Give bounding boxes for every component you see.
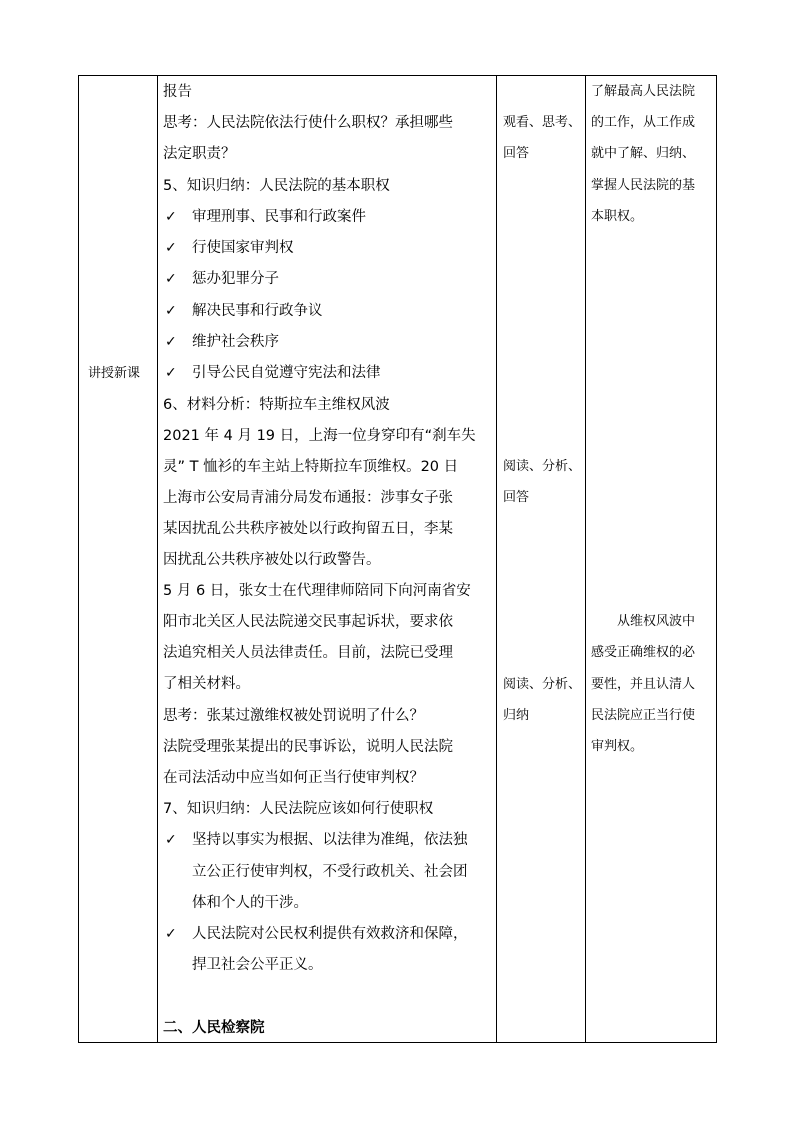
material-line: 2021 年 4 月 19 日，上海一位身穿印有“刹车失 (163, 428, 476, 444)
table-border-bottom (78, 1042, 717, 1043)
intent-line: 审判权。 (591, 739, 644, 754)
activity-line: 回答 (503, 490, 530, 505)
section-heading: 二、人民检察院 (163, 1020, 265, 1036)
intent-line: 的工作，从工作成 (591, 115, 696, 130)
table-border-right (716, 75, 717, 1043)
material-title: 6、材料分析：特斯拉车主维权风波 (163, 397, 390, 413)
think-line: 思考：张某过激维权被处罚说明了什么？ (163, 708, 424, 724)
activity-line: 阅读、分析、 (503, 677, 582, 692)
check-item: 解决民事和行政争议 (192, 303, 323, 319)
column-divider-1 (157, 75, 158, 1043)
material-line: 5 月 6 日，张女士在代理律师陪同下向河南省安 (163, 583, 471, 599)
check-item: 审理刑事、民事和行政案件 (192, 209, 366, 225)
material-line: 灵” T 恤衫的车主站上特斯拉车顶维权。20 日 (163, 459, 459, 475)
check-icon: ✓ (165, 926, 177, 942)
content-line: 报告 (163, 84, 192, 100)
check-item: 坚持以事实为根据、以法律为准绳，依法独 (192, 832, 468, 848)
column-divider-2 (496, 75, 497, 1043)
material-line: 阳市北关区人民法院递交民事起诉状，要求依 (163, 614, 453, 630)
check-item: 惩办犯罪分子 (192, 271, 279, 287)
content-line: 法定职责？ (163, 146, 236, 162)
intent-line: 本职权。 (591, 209, 644, 224)
think-line: 在司法活动中应当如何正当行使审判权？ (163, 770, 424, 786)
check-item: 体和个人的干涉。 (192, 895, 308, 911)
check-icon: ✓ (165, 334, 177, 350)
knowledge-title: 7、知识归纳：人民法院应该如何行使职权 (163, 801, 434, 817)
intent-line: 要性，并且认清人 (591, 677, 696, 692)
table-border-left (78, 75, 79, 1043)
intent-line: 掌握人民法院的基 (591, 178, 696, 193)
check-item: 人民法院对公民权利提供有效救济和保障， (192, 926, 468, 942)
check-item: 维护社会秩序 (192, 334, 279, 350)
material-line: 某因扰乱公共秩序被处以行政拘留五日，李某 (163, 521, 453, 537)
check-item: 行使国家审判权 (192, 240, 294, 256)
check-icon: ✓ (165, 271, 177, 287)
check-icon: ✓ (165, 832, 177, 848)
intent-line: 从维权风波中 (617, 614, 696, 629)
section-label: 讲授新课 (88, 366, 141, 381)
table-border-top (78, 75, 717, 76)
activity-line: 回答 (503, 146, 530, 161)
check-icon: ✓ (165, 303, 177, 319)
material-line: 法追究相关人员法律责任。目前，法院已受理 (163, 645, 453, 661)
check-icon: ✓ (165, 209, 177, 225)
check-item: 立公正行使审判权，不受行政机关、社会团 (192, 864, 468, 880)
intent-line: 就中了解、归纳、 (591, 146, 696, 161)
check-item: 捍卫社会公平正义。 (192, 957, 323, 973)
material-line: 上海市公安局青浦分局发布通报：涉事女子张 (163, 490, 453, 506)
think-line: 法院受理张某提出的民事诉讼，说明人民法院 (163, 739, 453, 755)
material-line: 因扰乱公共秩序被处以行政警告。 (163, 552, 381, 568)
activity-line: 观看、思考、 (503, 115, 582, 130)
column-divider-3 (585, 75, 586, 1043)
activity-line: 阅读、分析、 (503, 459, 582, 474)
activity-line: 归纳 (503, 708, 530, 723)
content-line: 5、知识归纳：人民法院的基本职权 (163, 178, 390, 194)
check-icon: ✓ (165, 240, 177, 256)
intent-line: 民法院应正当行使 (591, 708, 696, 723)
check-item: 引导公民自觉遵守宪法和法律 (192, 365, 381, 381)
material-line: 了相关材料。 (163, 676, 250, 692)
intent-line: 感受正确维权的必 (591, 645, 696, 660)
check-icon: ✓ (165, 365, 177, 381)
intent-line: 了解最高人民法院 (591, 84, 696, 99)
content-line: 思考：人民法院依法行使什么职权？承担哪些 (163, 115, 453, 131)
